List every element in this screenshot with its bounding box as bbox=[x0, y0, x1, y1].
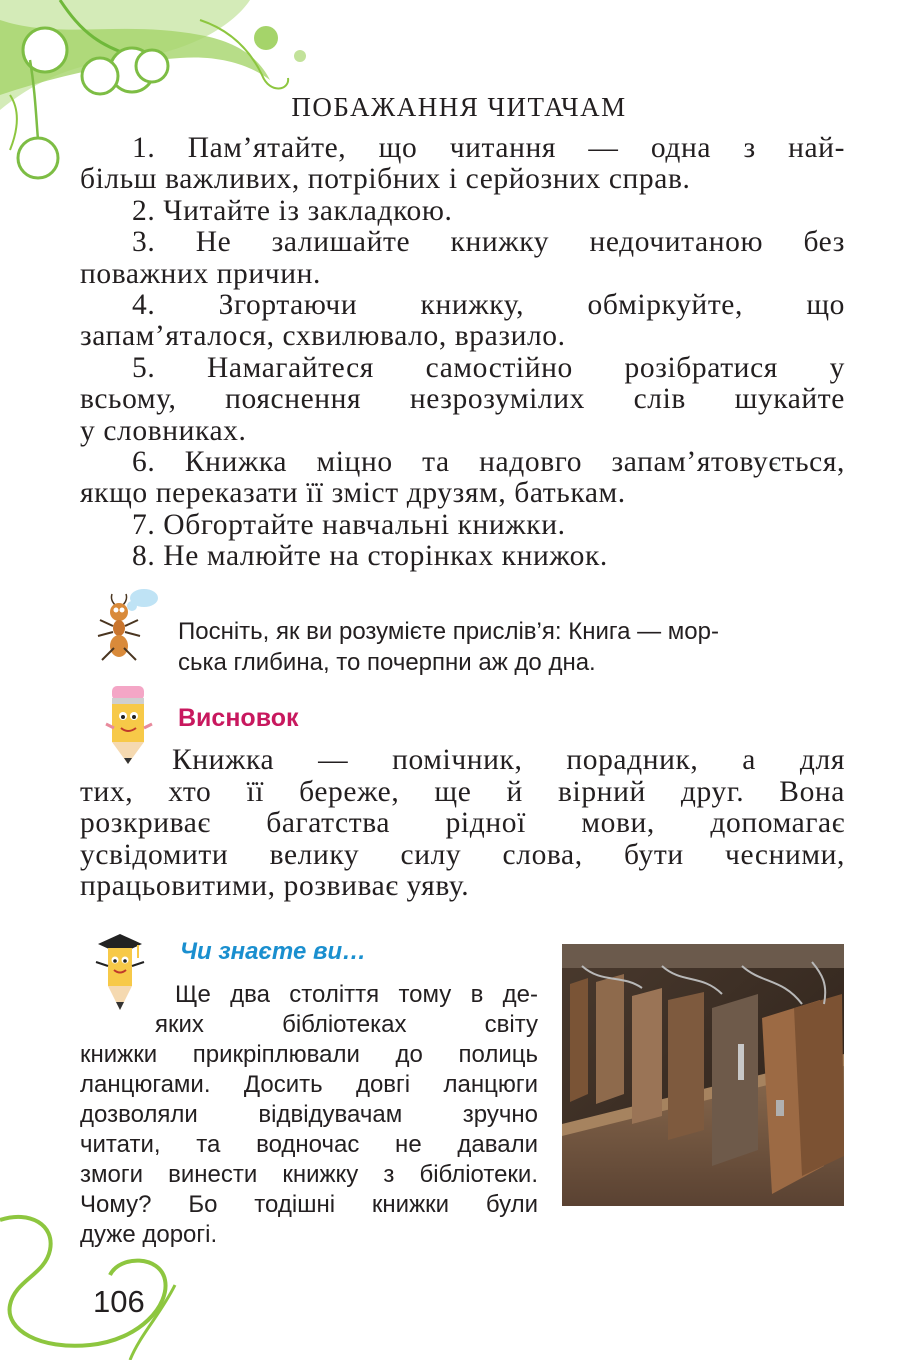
question-line: Посніть, як ви розумієте прислів’я: Книга — мор- bbox=[178, 618, 719, 645]
know-line: дозволяли відвідувачам зручно bbox=[80, 1101, 538, 1128]
chained-books-photo bbox=[562, 944, 844, 1206]
rule-line: всьому, пояснення незрозумілих слів шукайте bbox=[80, 383, 845, 416]
know-line: книжки прикріплювали до полиць bbox=[80, 1041, 538, 1068]
conclusion-line: Книжка — помічник, порадник, а для bbox=[172, 744, 845, 776]
rule-line: якщо переказати її зміст друзям, батькам. bbox=[80, 477, 626, 510]
page-title: ПОБАЖАННЯ ЧИТАЧАМ bbox=[291, 92, 627, 122]
question-line: ська глибина, то почерпни аж до дна. bbox=[178, 649, 596, 676]
did-you-know-heading: Чи знаєте ви… bbox=[180, 938, 367, 965]
know-line: Чому? Бо тодішні книжки були bbox=[80, 1191, 538, 1218]
know-line: ланцюгами. Досить довгі ланцюги bbox=[80, 1071, 538, 1098]
rule-line: 2. Читайте із закладкою. bbox=[132, 194, 453, 227]
conclusion-text bbox=[80, 745, 845, 903]
conclusion-line: працьовитими, розвиває уяву. bbox=[80, 870, 470, 903]
conclusion-line: усвідомити велику силу слова, бути чесними, bbox=[80, 838, 845, 871]
know-line: Ще два століття тому в де- bbox=[175, 981, 538, 1008]
rule-line: 8. Не малюйте на сторінках книжок. bbox=[132, 540, 608, 573]
rule-line: 7. Обгортайте навчальні книжки. bbox=[132, 508, 566, 541]
rule-line: 4. Згортаючи книжку, обміркуйте, що bbox=[132, 289, 845, 322]
know-line: читати, та водночас не давали bbox=[80, 1131, 538, 1158]
page-number: 106 bbox=[93, 1284, 145, 1319]
rule-line: більш важливих, потрібних і серйозних справ. bbox=[80, 163, 691, 196]
rule-line: у словниках. bbox=[80, 414, 247, 447]
know-line: яких бібліотеках світу bbox=[155, 1011, 538, 1038]
conclusion-heading: Висновок bbox=[178, 704, 299, 732]
ant-icon bbox=[92, 586, 162, 666]
rule-line: поважних причин. bbox=[80, 257, 321, 290]
know-line: змоги винести книжку з бібліотеки. bbox=[80, 1161, 538, 1188]
reader-rules-list bbox=[80, 133, 845, 573]
rule-line: 1. Пам’ятайте, що читання — одна з най- bbox=[132, 132, 845, 164]
rule-line: 6. Книжка міцно та надовго запам’ятовується, bbox=[132, 446, 845, 479]
conclusion-line: тих, хто її береже, ще й вірний друг. Вона bbox=[80, 775, 845, 808]
proverb-question bbox=[178, 616, 845, 678]
rule-line: 3. Не залишайте книжку недочитаною без bbox=[132, 226, 845, 259]
swirl-decoration-icon bbox=[0, 1195, 200, 1360]
conclusion-line: розкриває багатства рідної мови, допомагає bbox=[80, 807, 845, 840]
rule-line: 5. Намагайтеся самостійно розібратися у bbox=[132, 351, 845, 384]
rule-line: запам’яталося, схвилювало, вразило. bbox=[80, 320, 566, 353]
know-line: дуже дорогі. bbox=[80, 1221, 218, 1248]
